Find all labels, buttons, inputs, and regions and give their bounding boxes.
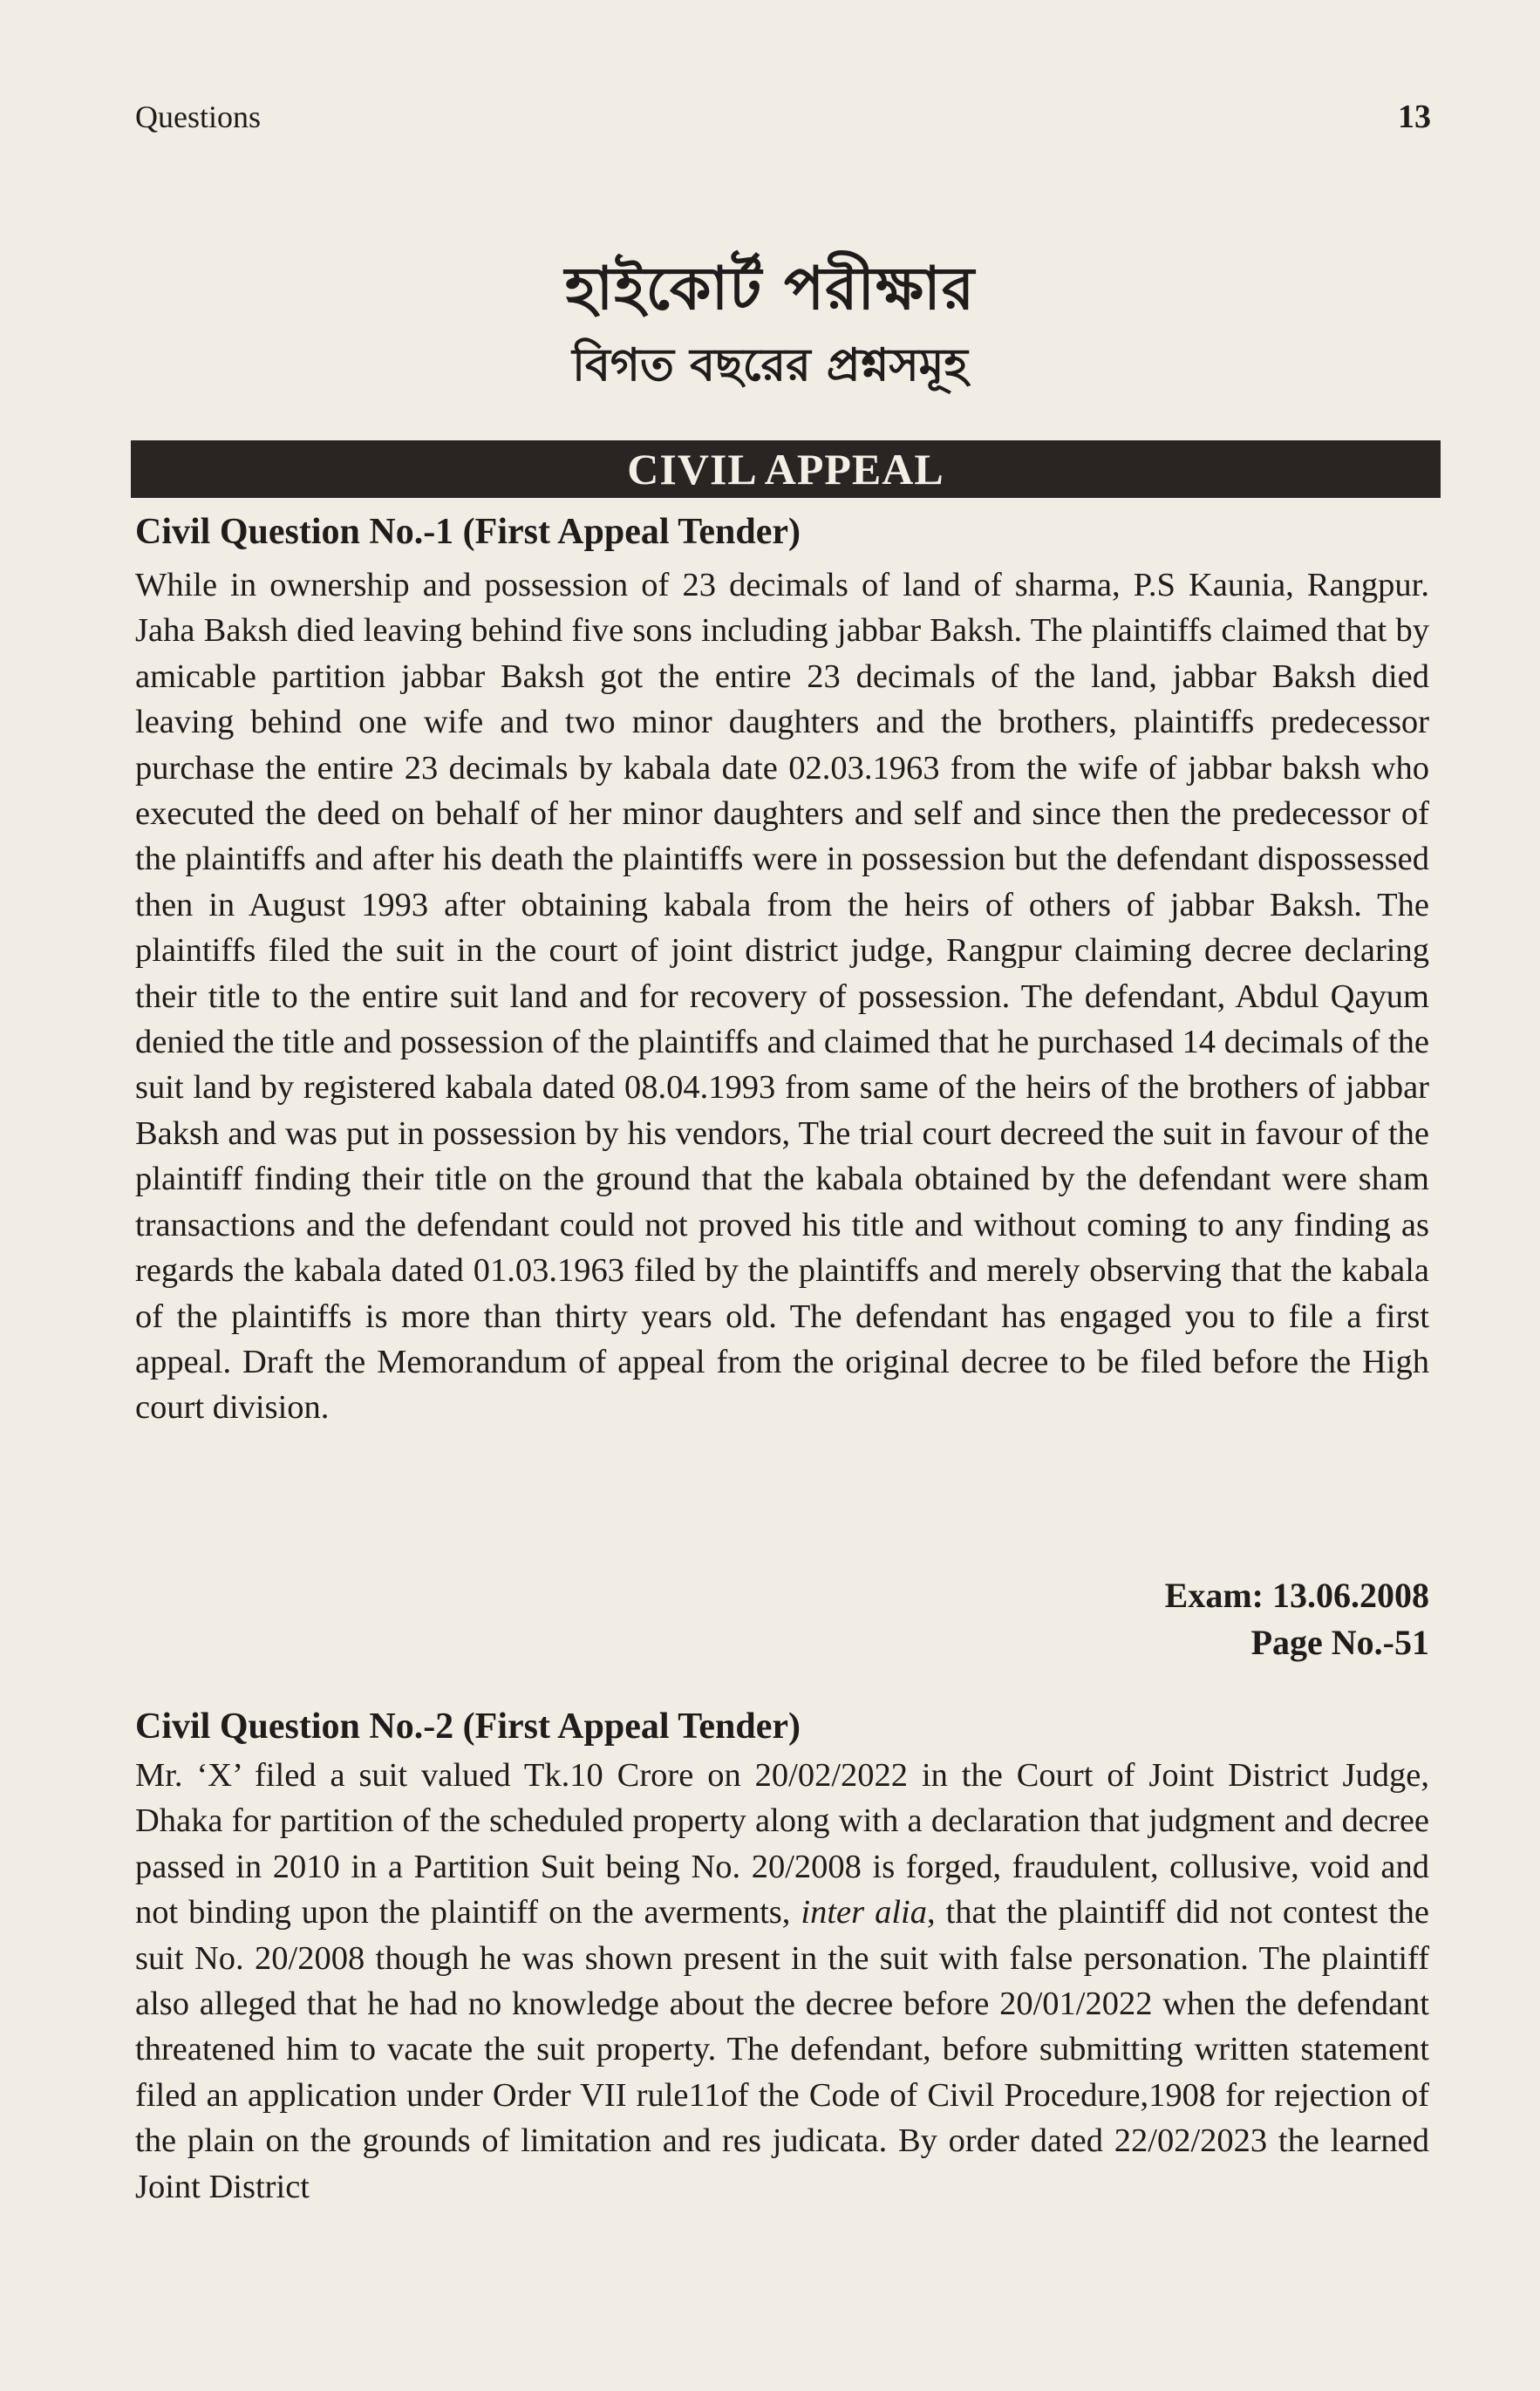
question-2-body	[135, 1753, 1429, 2210]
question-2-body-part-1: Mr. ‘X’ filed a suit valued Tk.10 Crore on 20/02/2022 in the Court of Joint District Judge, Dhaka for partition of the scheduled property along with a declaration that judgment and decree passed in 2010 in a Partition Suit being No. 20/2008 is forged, fraudulent, collusive, void and not binding upon the plaintiff on the averments,	[135, 1757, 1429, 1931]
question-2-body-part-2: , that the plaintiff did not contest the suit No. 20/2008 though he was shown present in the suit with false personation. The plaintiff also alleged that he had no knowledge about the decree before 20/01/2022 when the defendant threatened him to vacate the suit property. The defendant, before submitting written statement filed an application under Order VII rule11of the Code of Civil Procedure,1908 for rejection of the plain on the grounds of limitation and res judicata. By order dated 22/02/2023 the learned Joint District	[135, 1894, 1429, 2205]
question-2-body-italic: inter alia	[801, 1894, 927, 1931]
question-1-exam-date: Exam: 13.06.2008	[1164, 1576, 1429, 1615]
question-1-page-ref: Page No.-51	[1250, 1623, 1429, 1662]
running-head-section: Questions	[135, 99, 261, 134]
running-head	[135, 98, 1431, 136]
question-2-heading: Civil Question No.-2 (First Appeal Tender)	[135, 1706, 801, 1747]
page-number: 13	[1398, 99, 1431, 135]
bengali-subtitle: বিগত বছরের প্রশ্নসমূহ	[572, 339, 968, 392]
question-1-heading: Civil Question No.-1 (First Appeal Tender)	[135, 512, 801, 552]
section-banner: CIVIL APPEAL	[131, 440, 1441, 498]
question-1-body: While in ownership and possession of 23 decimals of land of sharma, P.S Kaunia, Rangpur. Jaha Baksh died leaving behind five sons including jabbar Baksh. The plaintiffs claimed that by amicable partition jabbar Baksh got the entire 23 decimals of the land, jabbar Baksh died leaving behind one wife and two minor daughters and the brothers, plaintiffs predecessor purchase the entire 23 decimals by kabala date 02.03.1963 from the wife of jabbar baksh who executed the deed on behalf of her minor daughters and self and since then the predecessor of the plaintiffs and after his death the plaintiffs were in possession but the defendant dispossessed then in August 1993 after obtaining kabala from the heirs of others of jabbar Baksh. The plaintiffs filed the suit in the court of joint district judge, Rangpur claiming decree declaring their title to the entire suit land and for recovery of possession. The defendant, Abdul Qayum denied the title and possession of the plaintiffs and claimed that he purchased 14 decimals of the suit land by registered kabala dated 08.04.1993 from same of the heirs of the brothers of jabbar Baksh and was put in possession by his vendors, The trial court decreed the suit in favour of the plaintiff finding their title on the ground that the kabala obtained by the defendant were sham transactions and the defendant could not proved his title and without coming to any finding as regards the kabala dated 01.03.1963 filed by the plaintiffs and merely observing that the kabala of the plaintiffs is more than thirty years old. The defendant has engaged you to file a first appeal. Draft the Memorandum of appeal from the original decree to be filed before the High court division.	[135, 567, 1429, 1427]
bengali-title: হাইকোর্ট পরীক্ষার	[564, 255, 976, 324]
